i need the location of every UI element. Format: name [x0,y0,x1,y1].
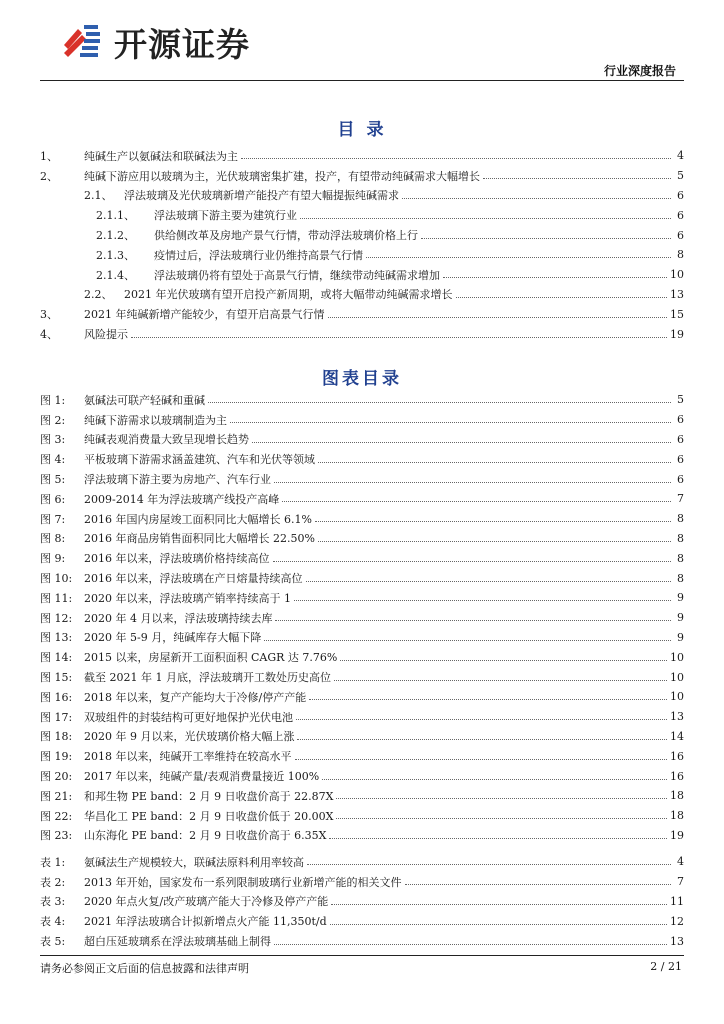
entry-number: 图 12: [40,611,73,625]
entry-page-number: 9 [677,630,684,644]
entry-page-number: 6 [677,432,684,446]
entry-number: 图 4: [40,453,66,467]
entry-page-number: 9 [677,591,684,605]
entry-page-number: 6 [677,452,684,466]
toc-title: 目 录 [337,120,387,140]
toc-entry[interactable] [40,324,684,344]
dot-leader [273,561,672,562]
figure-entry[interactable] [40,647,684,667]
entry-title: 供给侧改革及房地产景气行情，带动浮法玻璃价格上行 [154,229,418,243]
entry-number: 2.1.4、 [96,268,135,282]
entry-number: 图 13: [40,631,73,645]
entry-number: 图 20: [40,770,73,784]
entry-title: 2015 以来，房屋新开工面积面积 CAGR 达 7.76% [84,651,338,665]
entry-title: 平板玻璃下游需求涵盖建筑、汽车和光伏等领域 [84,453,315,467]
entry-title: 纯碱下游应用以玻璃为主，光伏玻璃密集扩建，投产，有望带动纯碱需求大幅增长 [84,169,480,183]
figure-entry[interactable] [40,548,684,568]
entry-number: 2.1.1、 [96,209,135,223]
dot-leader [483,178,671,179]
figure-entry[interactable] [40,628,684,648]
entry-title: 和邦生物 PE band：2 月 9 日收盘价高于 22.87X [84,789,334,803]
entry-page-number: 8 [677,248,684,262]
entry-number: 图 21: [40,789,73,803]
entry-page-number: 9 [677,611,684,625]
dot-leader [241,158,671,159]
dot-leader [328,317,668,318]
toc-entry[interactable] [40,245,684,265]
toc-list [40,146,684,344]
dot-leader [329,838,667,839]
entry-page-number: 19 [670,828,684,842]
entry-number: 表 5: [40,935,66,949]
entry-page-number: 6 [677,208,684,222]
dot-leader [208,402,671,403]
entry-page-number: 5 [677,169,684,183]
entry-title: 浮法玻璃仍将有望处于高景气行情，继续带动纯碱需求增加 [154,268,440,282]
dot-leader [295,759,668,760]
entry-page-number: 8 [677,512,684,526]
dot-leader [443,277,667,278]
entry-number: 图 22: [40,809,73,823]
entry-number: 2.1.2、 [96,229,135,243]
entry-number: 图 7: [40,512,66,526]
entry-number: 2.1.3、 [96,248,135,262]
entry-page-number: 16 [670,769,684,783]
entry-number: 2.2、 [84,288,113,302]
toc-entry[interactable] [40,285,684,305]
figure-entry[interactable] [40,727,684,747]
entry-title: 2021 年光伏玻璃有望开启投产新周期，或将大幅带动纯碱需求增长 [124,288,453,302]
entry-title: 山东海化 PE band：2 月 9 日收盘价高于 6.35X [84,829,327,843]
dot-leader [264,640,671,641]
entry-title: 2020 年 9 月以来，光伏玻璃价格大幅上涨 [84,730,295,744]
dot-leader [282,501,671,502]
entry-number: 图 6: [40,492,66,506]
toc-entry[interactable] [40,186,684,206]
entry-page-number: 6 [677,472,684,486]
entry-page-number: 18 [670,789,684,803]
figure-entry[interactable] [40,588,684,608]
entry-title: 2020 年以来，浮法玻璃产销率持续高于 1 [84,591,291,605]
entry-number: 1、 [40,149,58,163]
entry-number: 图 14: [40,651,73,665]
entry-page-number: 14 [670,729,684,743]
entry-page-number: 7 [677,492,684,506]
dot-leader [230,422,671,423]
dot-leader [309,699,667,700]
entry-title: 2021 年浮法玻璃合计拟新增点火产能 11,350t/d [84,915,327,929]
entry-title: 超白压延玻璃系在浮法玻璃基础上制得 [84,935,271,949]
figure-entry[interactable] [40,469,684,489]
figure-entry[interactable] [40,608,684,628]
entry-number: 图 8: [40,532,66,546]
page-indicator: 2 / 21 [650,960,682,973]
entry-title: 2017 年以来，纯碱产量/表观消费量接近 100% [84,770,320,784]
entry-title: 2009-2014 年为浮法玻璃产线投产高峰 [84,492,280,506]
figure-entry[interactable] [40,786,684,806]
entry-number: 图 18: [40,730,73,744]
entry-title: 浮法玻璃及光伏玻璃新增产能投产有望大幅提振纯碱需求 [124,189,399,203]
toc-entry[interactable] [40,146,684,166]
entry-page-number: 6 [677,228,684,242]
dot-leader [456,297,668,298]
footer-divider [40,955,684,956]
table-list [40,852,684,951]
table-entry[interactable] [40,872,684,892]
dot-leader [405,884,672,885]
dot-leader [274,944,667,945]
company-logo [60,14,250,70]
footer-disclaimer: 请务必参阅正文后面的信息披露和法律声明 [40,962,249,975]
entry-title: 2020 年 4 月以来，浮法玻璃持续去库 [84,611,273,625]
entry-number: 2、 [40,169,58,183]
entry-page-number: 8 [677,571,684,585]
entry-title: 2020 年点火复/改产玻璃产能大于冷修及停产产能 [84,895,329,909]
table-entry[interactable] [40,931,684,951]
entry-page-number: 8 [677,531,684,545]
entry-title: 纯碱下游需求以玻璃制造为主 [84,413,227,427]
entry-title: 截至 2021 年 1 月底，浮法玻璃开工数处历史高位 [84,671,331,685]
dot-leader [297,739,667,740]
entry-page-number: 13 [670,710,684,724]
dot-leader [294,600,671,601]
brand-name: 开源证券 [114,24,250,64]
entry-page-number: 10 [670,650,684,664]
entry-page-number: 19 [670,327,684,341]
entry-page-number: 8 [677,551,684,565]
entry-number: 图 16: [40,690,73,704]
toc-entry[interactable] [40,265,684,285]
entry-title: 2018 年以来，复产产能均大于冷修/停产产能 [84,690,307,704]
toc-entry[interactable] [40,304,684,324]
entry-title: 2013 年开始，国家发布一系列限制玻璃行业新增产能的相关文件 [84,875,402,889]
entry-number: 3、 [40,308,58,322]
dot-leader [336,798,667,799]
figure-entry[interactable] [40,449,684,469]
dot-leader [131,337,667,338]
entry-page-number: 7 [677,875,684,889]
entry-page-number: 13 [670,934,684,948]
dot-leader [336,818,667,819]
dot-leader [274,482,671,483]
entry-page-number: 15 [670,307,684,321]
dot-leader [421,238,671,239]
entry-title: 浮法玻璃下游主要为建筑行业 [154,209,297,223]
table-entry[interactable] [40,892,684,912]
figure-entry[interactable] [40,489,684,509]
entry-number: 表 1: [40,855,66,869]
entry-page-number: 13 [670,287,684,301]
figure-entry[interactable] [40,509,684,529]
entry-page-number: 6 [677,188,684,202]
figure-entry[interactable] [40,687,684,707]
figure-entry[interactable] [40,667,684,687]
entry-title: 2021 年纯碱新增产能较少，有望开启高景气行情 [84,308,325,322]
dot-leader [315,521,671,522]
logo-mark-icon [60,19,106,65]
entry-number: 2.1、 [84,189,113,203]
figure-entry[interactable] [40,568,684,588]
entry-title: 2016 年商品房销售面积同比大幅增长 22.50% [84,532,315,546]
entry-page-number: 11 [670,894,684,908]
entry-title: 纯碱生产以氨碱法和联碱法为主 [84,149,238,163]
entry-title: 风险提示 [84,328,128,342]
entry-number: 表 3: [40,895,66,909]
dot-leader [366,257,671,258]
entry-number: 图 19: [40,750,73,764]
entry-title: 浮法玻璃下游主要为房地产、汽车行业 [84,473,271,487]
entry-number: 图 10: [40,572,73,586]
figure-entry[interactable] [40,707,684,727]
toc-entry[interactable] [40,166,684,186]
entry-title: 双玻组件的封装结构可更好地保护光伏电池 [84,710,293,724]
entry-page-number: 18 [670,809,684,823]
dot-leader [252,442,671,443]
entry-number: 图 11: [40,591,73,605]
entry-number: 表 2: [40,875,66,889]
dot-leader [307,864,671,865]
entry-page-number: 5 [677,393,684,407]
entry-number: 图 17: [40,710,73,724]
entry-page-number: 10 [670,670,684,684]
table-entry[interactable] [40,852,684,872]
dot-leader [322,779,667,780]
dot-leader [296,719,667,720]
entry-number: 图 23: [40,829,73,843]
entry-title: 2016 年以来，浮法玻璃在产日熔量持续高位 [84,572,303,586]
entry-page-number: 10 [670,268,684,282]
toc-entry[interactable] [40,205,684,225]
figure-entry[interactable] [40,746,684,766]
entry-title: 氨碱法可联产轻碱和重碱 [84,393,205,407]
entry-number: 图 2: [40,413,66,427]
entry-page-number: 12 [670,914,684,928]
entry-number: 4、 [40,328,58,342]
figure-entry[interactable] [40,806,684,826]
entry-page-number: 4 [677,855,684,869]
header-divider [40,80,684,81]
figure-entry[interactable] [40,410,684,430]
entry-title: 华昌化工 PE band：2 月 9 日收盘价低于 20.00X [84,809,334,823]
table-entry[interactable] [40,911,684,931]
entry-number: 图 5: [40,473,66,487]
dot-leader [330,924,667,925]
figure-list-title: 图表目录 [322,369,402,389]
report-type-label: 行业深度报告 [603,64,676,78]
entry-number: 图 9: [40,552,66,566]
entry-title: 疫情过后，浮法玻璃行业仍维持高景气行情 [154,248,363,262]
entry-number: 表 4: [40,915,66,929]
figure-entry[interactable] [40,766,684,786]
entry-title: 氨碱法生产规模较大，联碱法原料利用率较高 [84,855,304,869]
dot-leader [306,581,672,582]
entry-page-number: 10 [670,690,684,704]
entry-page-number: 6 [677,413,684,427]
entry-title: 2016 年国内房屋竣工面积同比大幅增长 6.1% [84,512,312,526]
dot-leader [275,620,671,621]
figure-list [40,390,684,845]
entry-page-number: 16 [670,749,684,763]
dot-leader [402,198,671,199]
dot-leader [300,218,671,219]
dot-leader [318,462,671,463]
figure-entry[interactable] [40,529,684,549]
dot-leader [331,904,667,905]
figure-entry[interactable] [40,390,684,410]
dot-leader [318,541,671,542]
figure-entry[interactable] [40,430,684,450]
figure-entry[interactable] [40,826,684,846]
dot-leader [334,680,667,681]
entry-number: 图 3: [40,433,66,447]
dot-leader [340,660,667,661]
entry-number: 图 15: [40,671,73,685]
entry-title: 2020 年 5-9 月，纯碱库存大幅下降 [84,631,262,645]
entry-title: 2018 年以来，纯碱开工率维持在较高水平 [84,750,292,764]
toc-entry[interactable] [40,225,684,245]
entry-number: 图 1: [40,393,66,407]
entry-title: 2016 年以来，浮法玻璃价格持续高位 [84,552,270,566]
entry-page-number: 4 [677,149,684,163]
entry-title: 纯碱表观消费量大致呈现增长趋势 [84,433,249,447]
